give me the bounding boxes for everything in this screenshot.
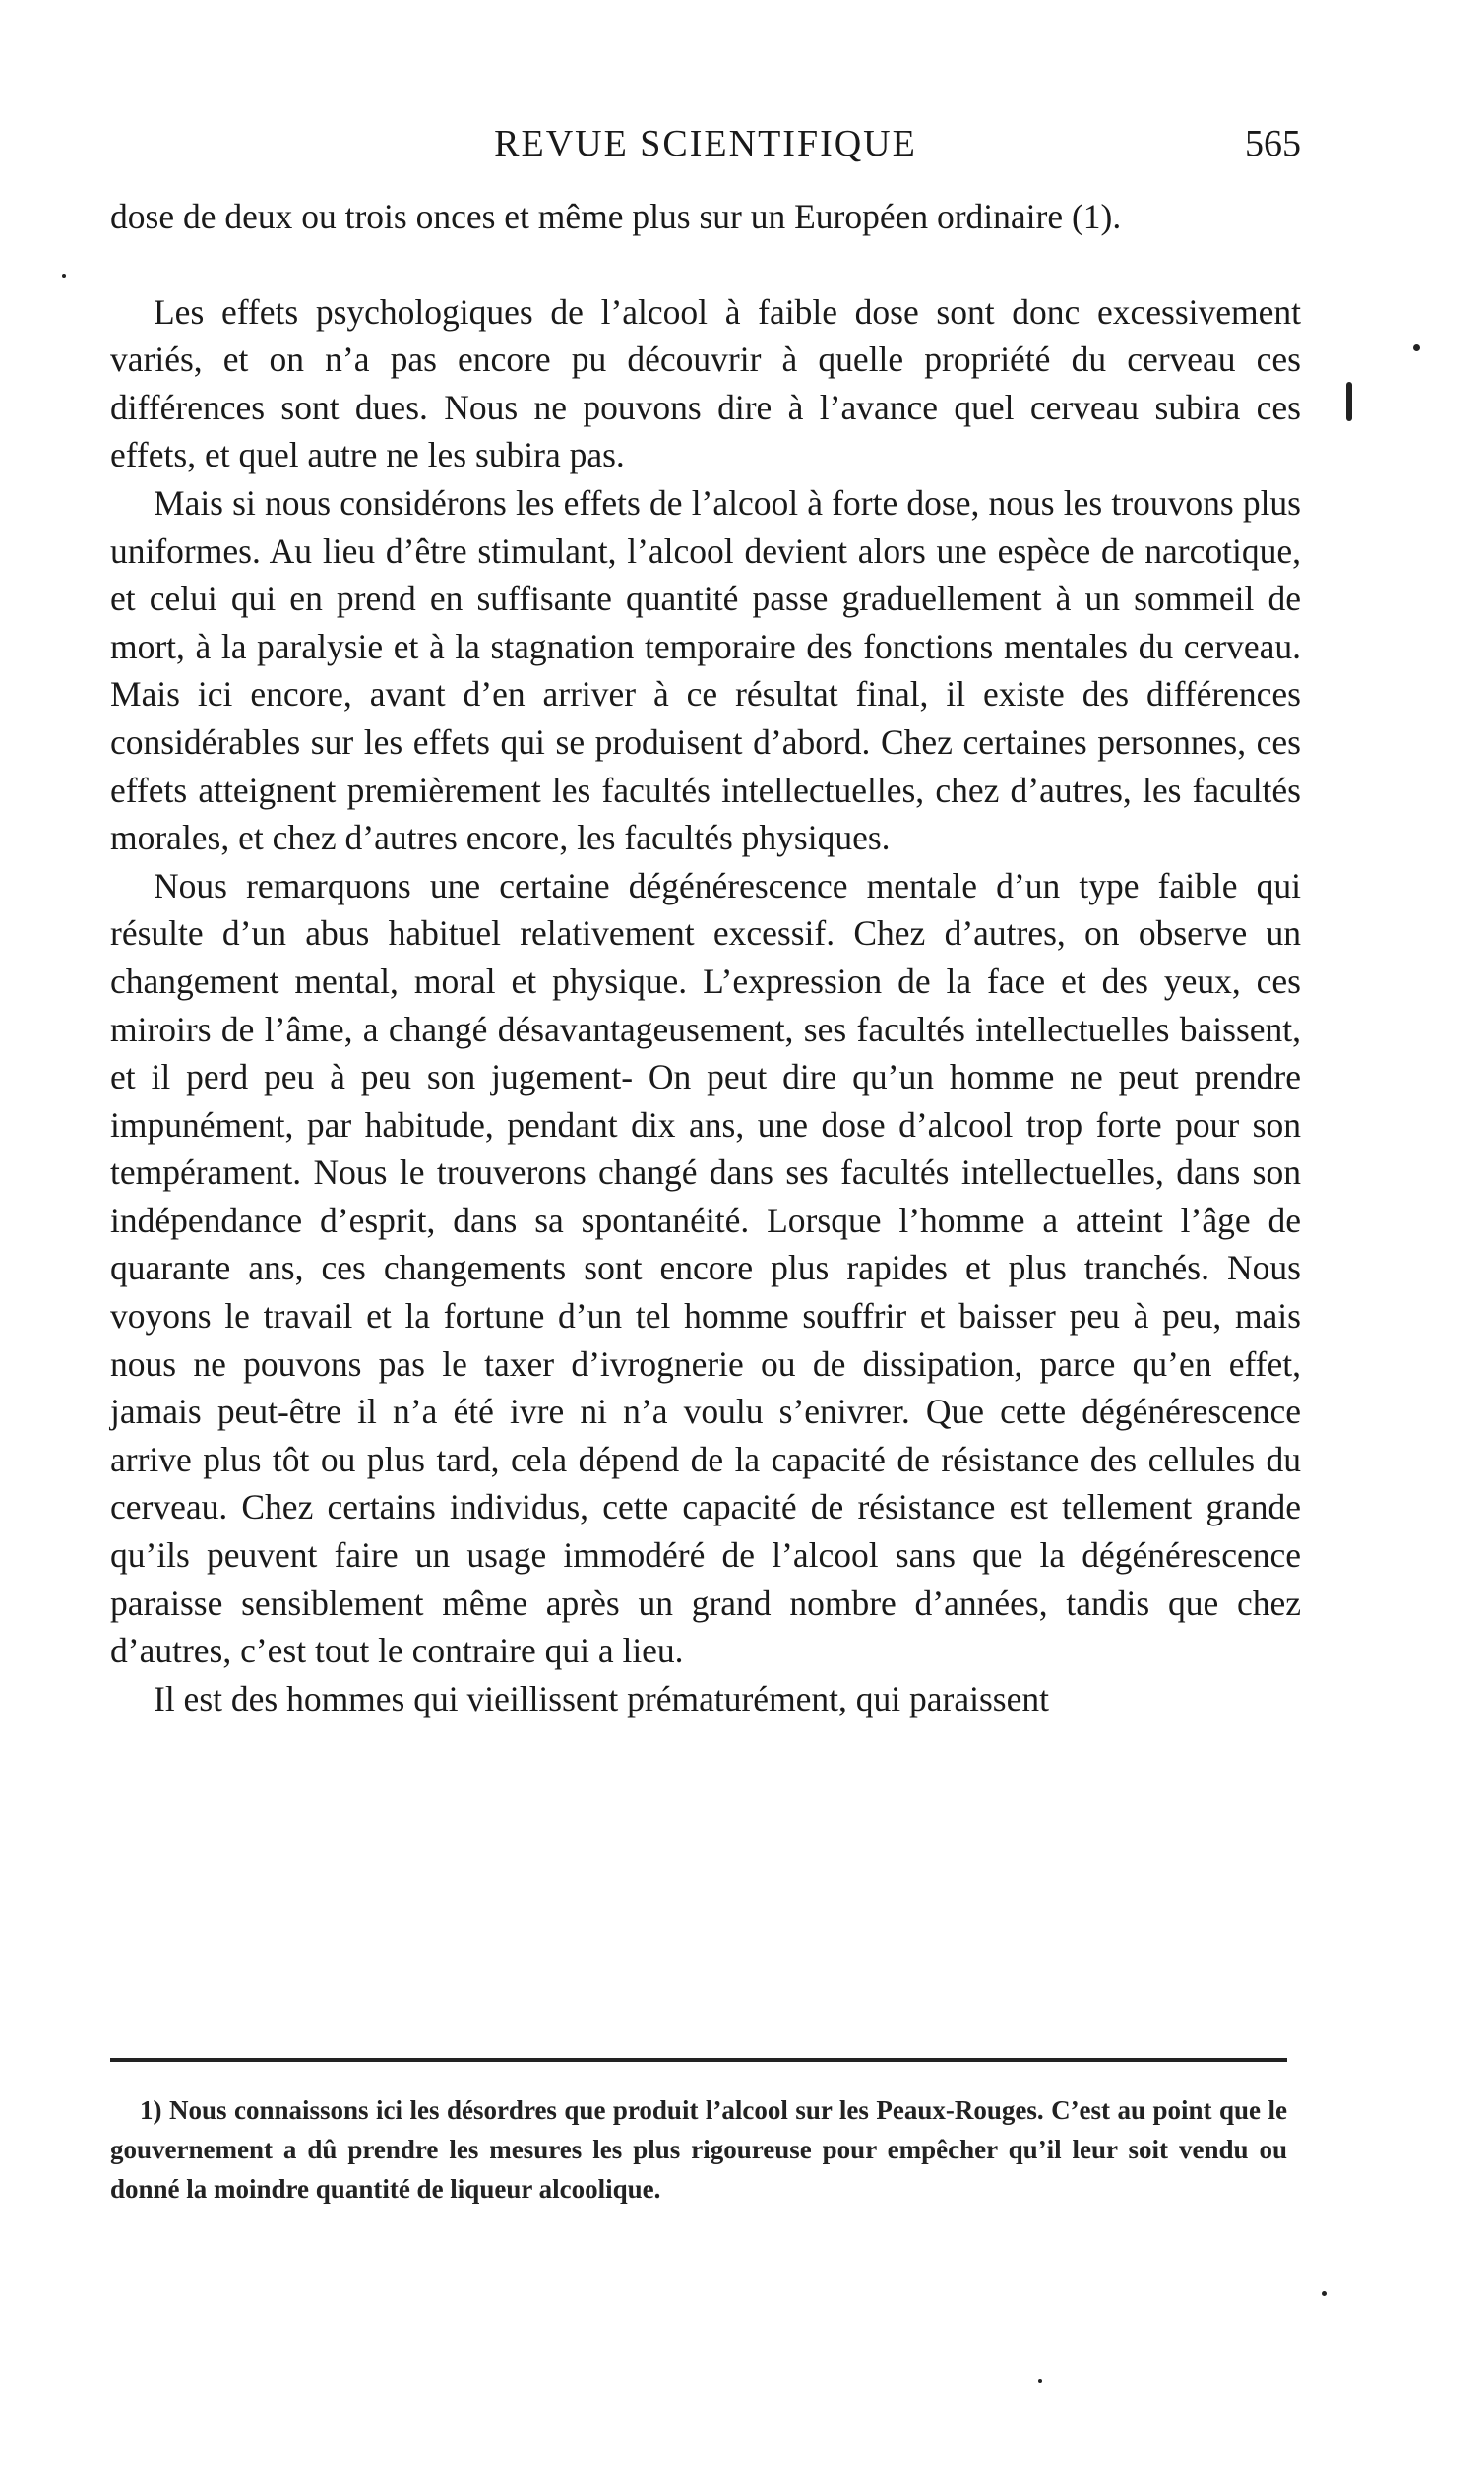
paragraph-5: Il est des hommes qui vieillissent prématurément, qui paraissent xyxy=(154,1678,1049,1718)
paragraph-3: Mais si nous considérons les effets de l’alcool à forte dose, nous les trouvons plus uniformes. Au lieu d’être stimulant, l’alcool devient alors une espèce de narcotique, et celui qui en prend en suffisante quantité passe graduellement à un sommeil de mort, à la paralysie et à la stagnation temporaire des fonctions mentales du cerveau. Mais ici encore, avant d’en arriver à ce résultat final, il existe des différences considérables sur les effets qui se produisent d’abord. Chez certaines personnes, ces effets atteignent premièrement les facultés intellectuelles, chez d’autres, les facultés morales, et chez d’autres encore, les facultés physiques. xyxy=(110,482,1301,858)
book-page xyxy=(110,0,1301,2490)
footnote-text: 1) Nous connaissons ici les désordres que produit l’alcool sur les Peaux-Rouges. C’est au point que le gouvernement a dû prendre les mesures les plus rigoureuse pour empêcher qu’il leur soit vendu ou donné la moindre quantité de liqueur alcoolique. xyxy=(110,2095,1287,2204)
paragraph-1: dose de deux ou trois onces et même plus sur un Européen ordinaire (1). xyxy=(110,197,1122,236)
footnote-divider xyxy=(110,2058,1287,2062)
scan-speck xyxy=(1346,382,1352,421)
scan-speck xyxy=(62,274,66,278)
journal-title: REVUE SCIENTIFIQUE xyxy=(494,123,917,164)
scan-speck xyxy=(1322,2291,1327,2296)
scan-speck xyxy=(1038,2379,1042,2383)
page-number: 565 xyxy=(1245,123,1301,164)
running-header xyxy=(110,116,1301,171)
body-text xyxy=(110,193,1301,1722)
paragraph-4: Nous remarquons une certaine dégénérescence mentale d’un type faible qui résulte d’un abus habituel relativement excessif. Chez d’autres, on observe un changement mental, moral et physique. L’expression de la face et des yeux, ces miroirs de l’âme, a changé désavantageusement, ses facultés intellectuelles baissent, et il perd peu à peu son jugement- On peut dire qu’un homme ne peut prendre impunément, par habitude, pendant dix ans, une dose d’alcool trop forte pour son tempérament. Nous le trouverons changé dans ses facultés intellectuelles, dans son indépendance d’esprit, dans sa spontanéité. Lorsque l’homme a atteint l’âge de quarante ans, ces changements sont encore plus rapides et plus tranchés. Nous voyons le travail et la fortune d’un tel homme souffrir et baisser peu à peu, mais nous ne pouvons pas le taxer d’ivrognerie ou de dissipation, parce qu’en effet, jamais peut-être il n’a été ivre ni n’a voulu s’enivrer. Que cette dégénérescence arrive plus tôt ou plus tard, cela dépend de la capacité de résistance des cellules du cerveau. Chez certains individus, cette capacité de résistance est tellement grande qu’ils peuvent faire un usage immodéré de l’alcool sans que la dégénérescence paraisse sensiblement même après un grand nombre d’années, tandis que chez d’autres, c’est tout le contraire qui a lieu. xyxy=(110,865,1301,1671)
scan-speck xyxy=(1413,344,1420,351)
paragraph-2: Les effets psychologiques de l’alcool à faible dose sont donc excessivement variés, et on n’a pas encore pu découvrir à quelle propriété du cerveau ces différences sont dues. Nous ne pouvons dire à l’avance quel cerveau subira ces effets, et quel autre ne les subira pas. xyxy=(110,291,1301,475)
footnote xyxy=(110,2090,1287,2209)
